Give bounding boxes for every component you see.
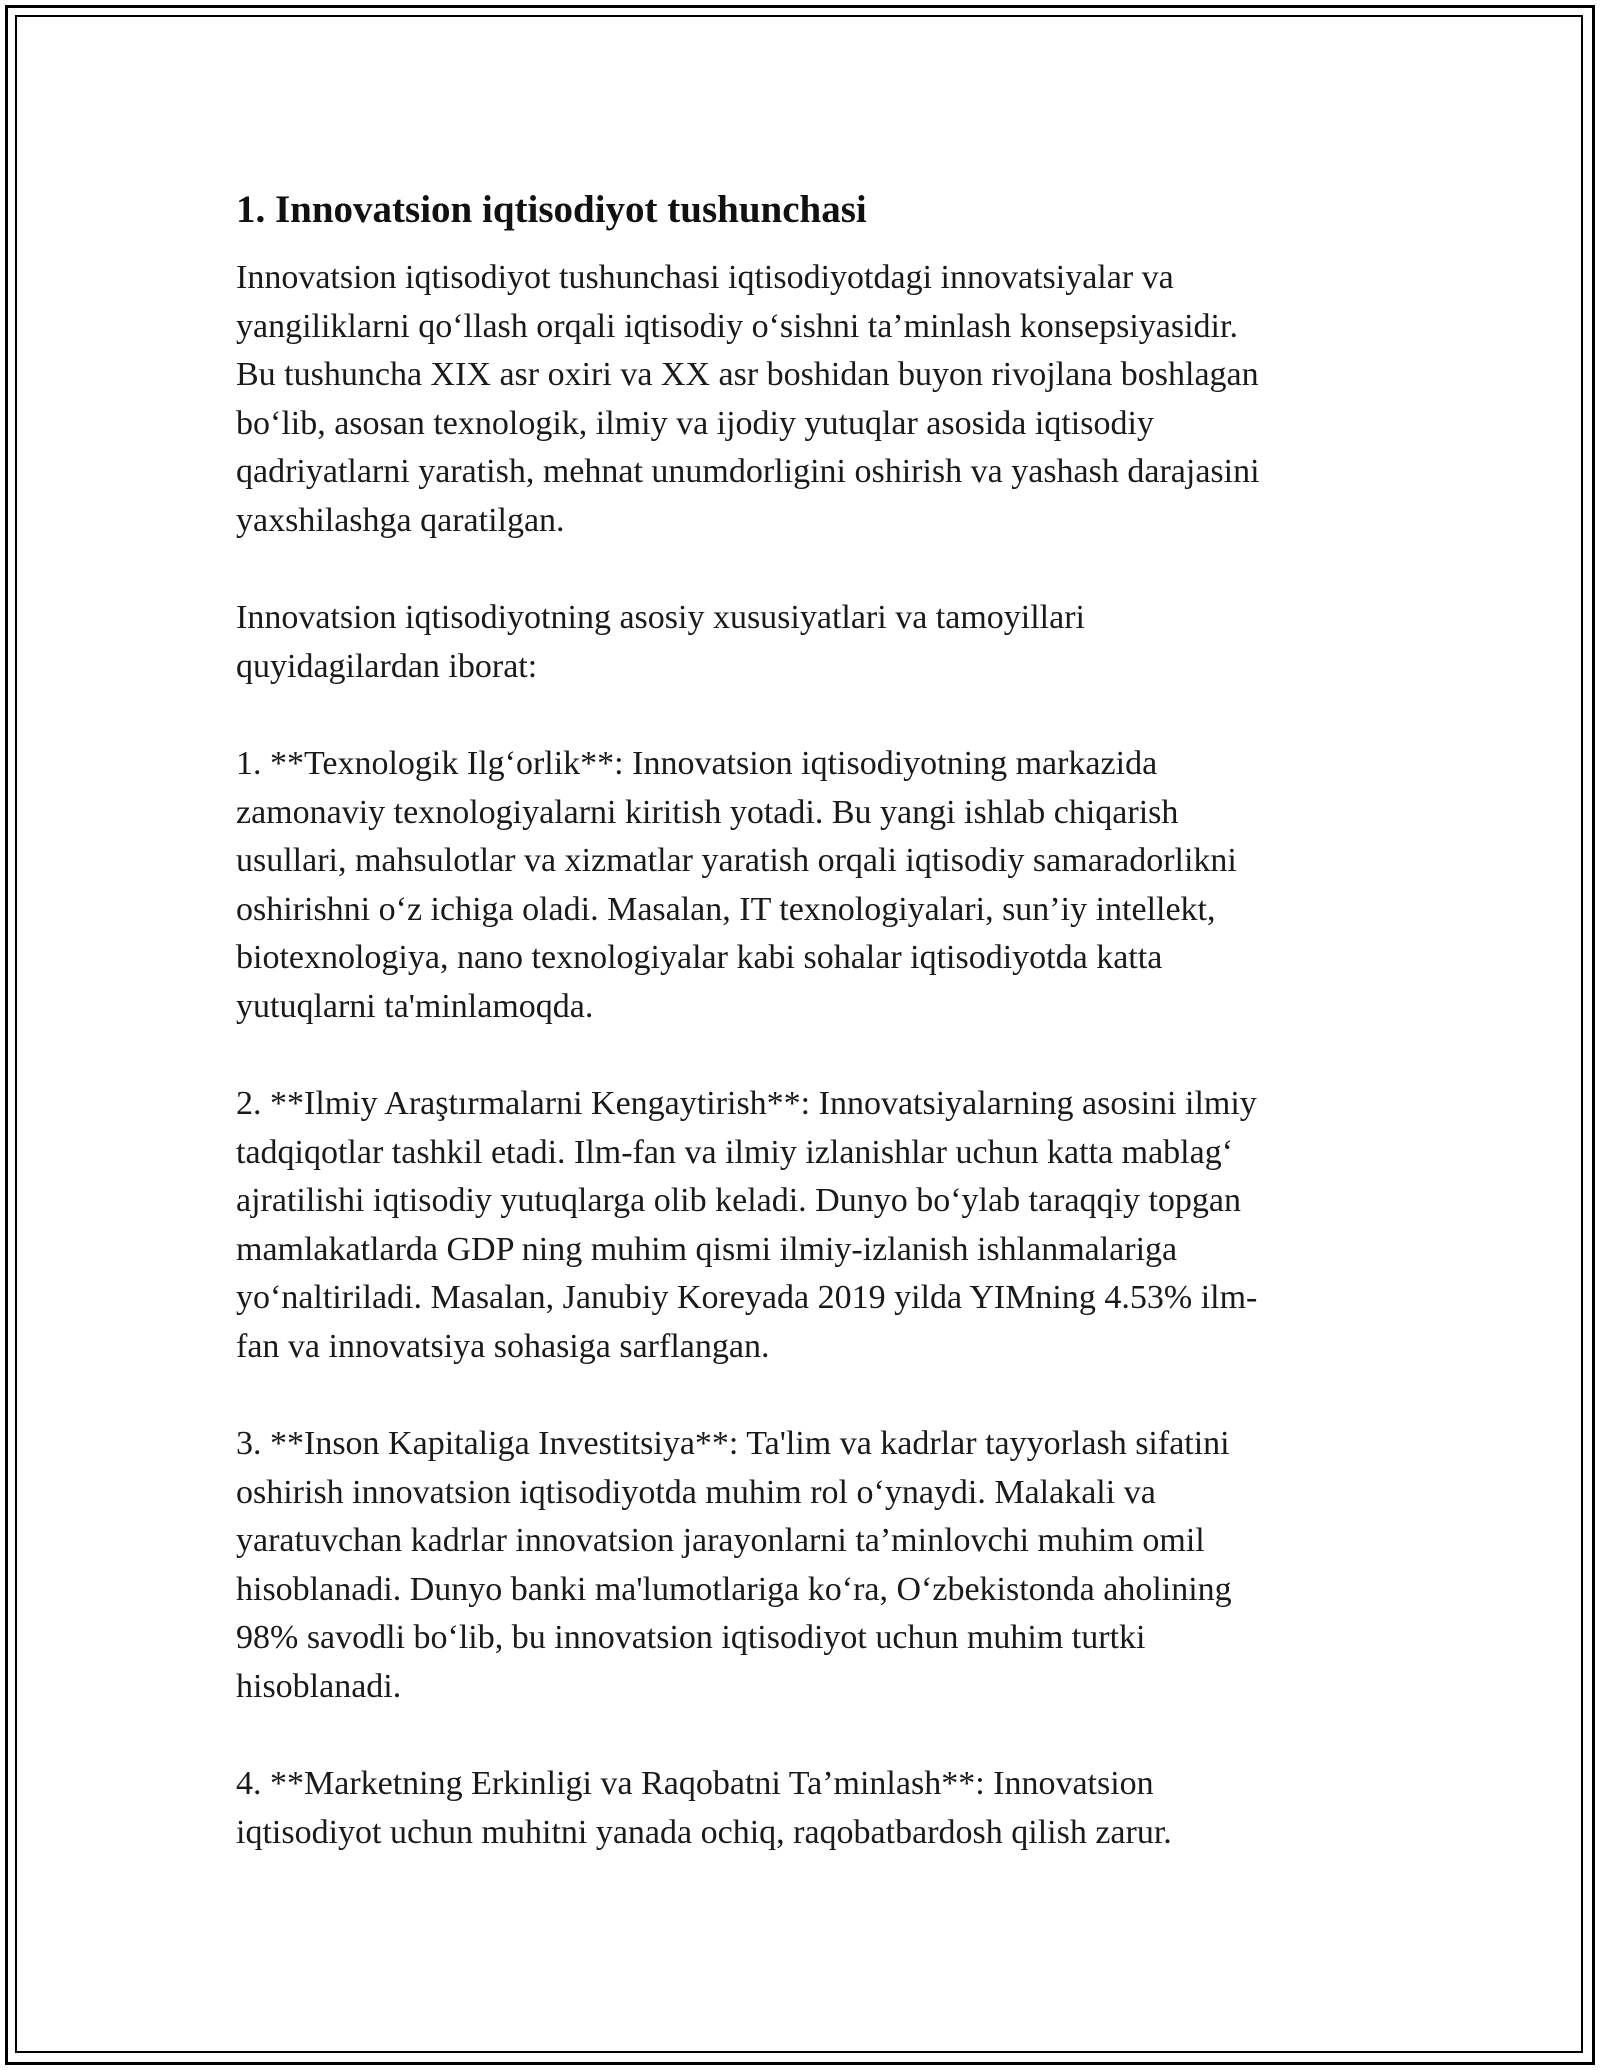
paragraph-intro (236, 254, 1366, 545)
document-body (236, 186, 1366, 1906)
text-line: 98% savodli bo‘lib, bu innovatsion iqtisodiyot uchun muhim turtki (236, 1619, 1146, 1656)
text-line: hisoblanadi. (236, 1667, 402, 1705)
paragraph-item-4 (236, 1760, 1366, 1857)
text-line: mamlakatlarda GDP ning muhim qismi ilmiy-izlanish ishlanmalariga (236, 1230, 1178, 1268)
text-line: Bu tushuncha XIX asr oxiri va XX asr boshidan buyon rivojlana boshlagan (236, 356, 1259, 393)
page-title: 1. Innovatsion iqtisodiyot tushunchasi (236, 188, 867, 231)
text-line: bo‘lib, asosan texnologik, ilmiy va ijodiy yutuqlar asosida iqtisodiy (236, 404, 1154, 442)
text-line: ajratilishi iqtisodiy yutuqlarga olib keladi. Dunyo bo‘ylab taraqqiy topgan (236, 1182, 1242, 1219)
text-line: 1. **Texnologik Ilg‘orlik**: Innovatsion iqtisodiyotning markazida (236, 745, 1158, 782)
paragraph-principles-intro (236, 594, 1366, 691)
text-line: oshirishni o‘z ichiga oladi. Masalan, IT texnologiyalari, sun’iy intellekt, (236, 890, 1216, 928)
text-line: 2. **Ilmiy Araştırmalarni Kengaytirish**: Innovatsiyalarning asosini ilmiy (236, 1085, 1257, 1122)
text-line: 4. **Marketning Erkinligi va Raqobatni Ta’minlash**: Innovatsion (236, 1765, 1154, 1802)
text-line: qadriyatlarni yaratish, mehnat unumdorligini oshirish va yashash darajasini (236, 453, 1260, 490)
paragraph-item-3 (236, 1420, 1366, 1711)
text-line: fan va innovatsiya sohasiga sarflangan. (236, 1327, 770, 1365)
text-line: iqtisodiyot uchun muhitni yanada ochiq, raqobatbardosh qilish zarur. (236, 1813, 1172, 1851)
paragraph-item-1 (236, 740, 1366, 1031)
text-line: biotexnologiya, nano texnologiyalar kabi sohalar iqtisodiyotda katta (236, 939, 1163, 976)
text-line: Innovatsion iqtisodiyot tushunchasi iqtisodiyotdagi innovatsiyalar va (236, 259, 1174, 296)
text-line: usullari, mahsulotlar va xizmatlar yaratish orqali iqtisodiy samaradorlikni (236, 842, 1237, 879)
text-line: yaxshilashga qaratilgan. (236, 501, 565, 539)
text-line: 3. **Inson Kapitaliga Investitsiya**: Ta'lim va kadrlar tayyorlash sifatini (236, 1425, 1230, 1462)
text-line: yo‘naltiriladi. Masalan, Janubiy Koreyada 2019 yilda YIMning 4.53% ilm- (236, 1279, 1258, 1316)
text-line: yutuqlarni ta'minlamoqda. (236, 987, 594, 1025)
text-line: oshirish innovatsion iqtisodiyotda muhim rol o‘ynaydi. Malakali va (236, 1473, 1156, 1511)
text-line: tadqiqotlar tashkil etadi. Ilm-fan va ilmiy izlanishlar uchun katta mablag‘ (236, 1133, 1234, 1171)
paragraph-item-2 (236, 1080, 1366, 1371)
text-line: yaratuvchan kadrlar innovatsion jarayonlarni ta’minlovchi muhim omil (236, 1522, 1205, 1559)
text-line: Innovatsion iqtisodiyotning asosiy xususiyatlari va tamoyillari (236, 599, 1085, 636)
text-line: zamonaviy texnologiyalarni kiritish yotadi. Bu yangi ishlab chiqarish (236, 793, 1179, 831)
text-line: yangiliklarni qo‘llash orqali iqtisodiy o‘sishni ta’minlash konsepsiyasidir. (236, 307, 1238, 345)
text-line: hisoblanadi. Dunyo banki ma'lumotlariga ko‘ra, O‘zbekistonda aholining (236, 1570, 1232, 1608)
text-line: quyidagilardan iborat: (236, 647, 538, 685)
